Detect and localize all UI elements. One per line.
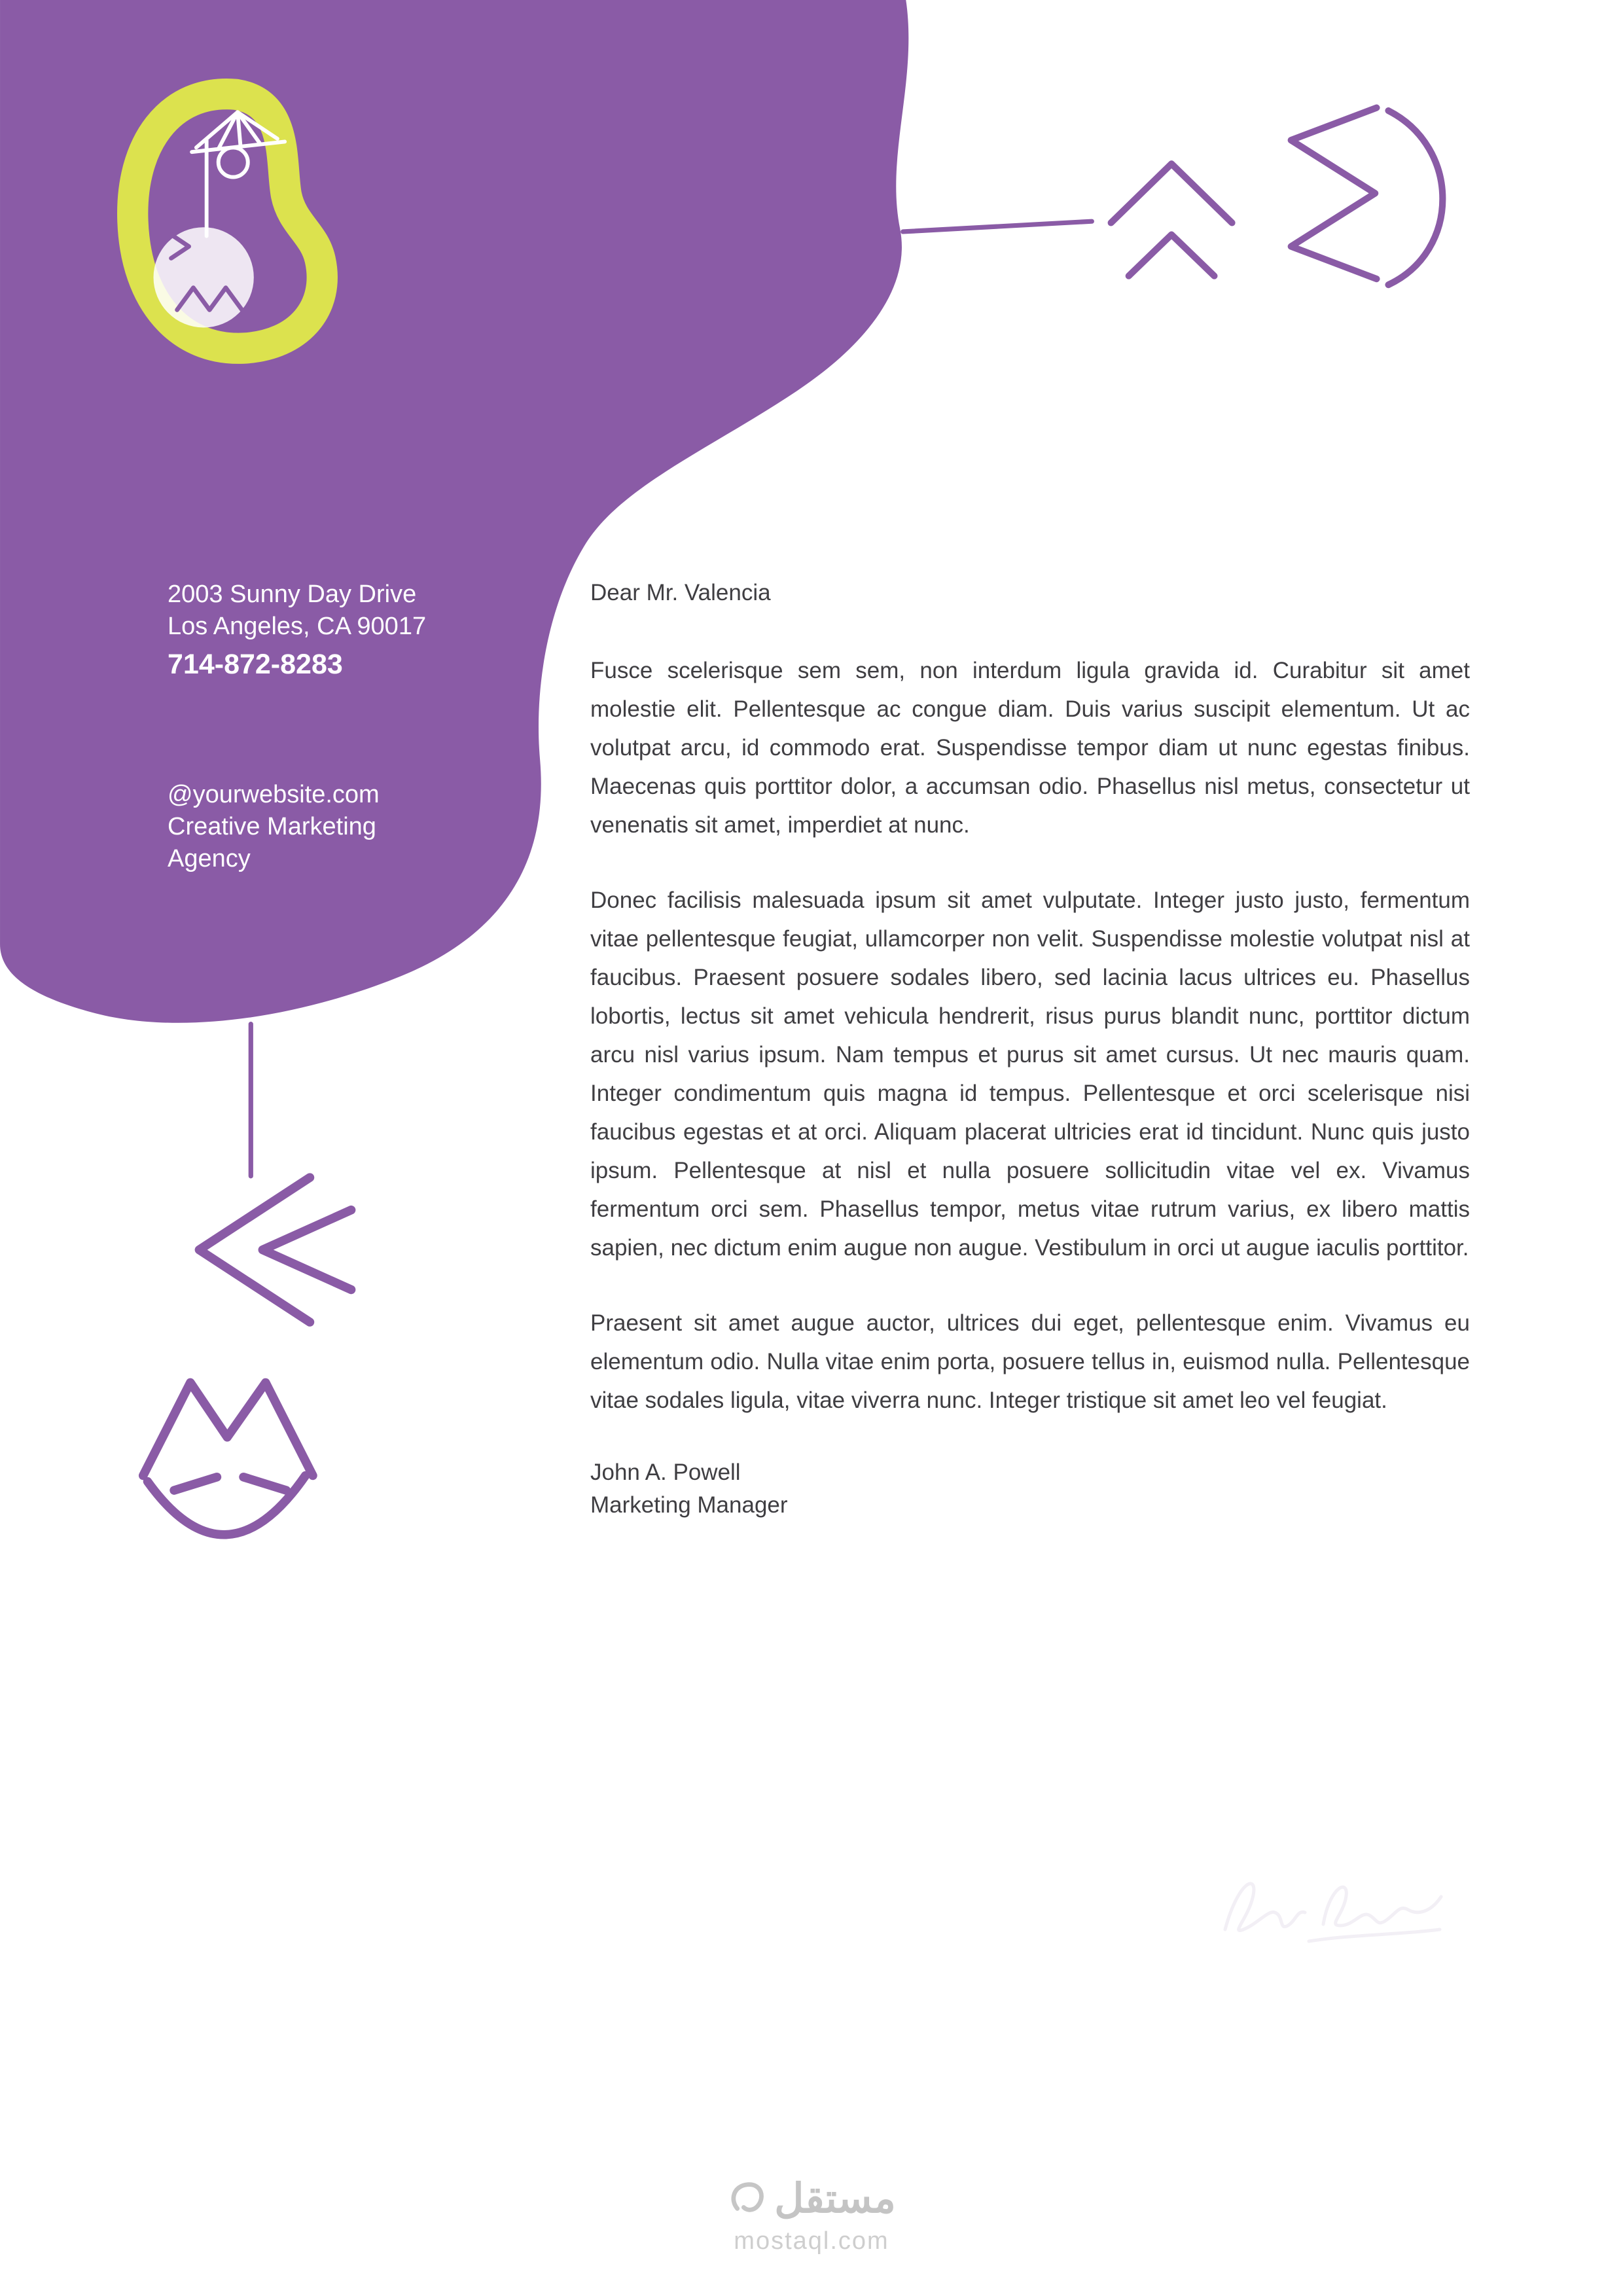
abstract-bird-icon <box>1291 108 1443 285</box>
logo-inner-patch <box>153 227 253 327</box>
org-line-2: Agency <box>168 845 251 872</box>
signature-flourish <box>1211 1857 1472 1962</box>
watermark-row <box>727 2174 896 2222</box>
org-block <box>168 779 426 875</box>
signature-block <box>590 1456 1470 1522</box>
salutation: Dear Mr. Valencia <box>590 580 771 605</box>
contact-block <box>168 579 426 875</box>
letter-body <box>590 573 1470 1522</box>
watermark <box>727 2174 896 2255</box>
mostaql-logo-icon <box>727 2179 765 2217</box>
signer-title: Marketing Manager <box>590 1492 788 1518</box>
website-handle: @yourwebsite.com <box>168 781 380 808</box>
paragraph-2: Donec facilisis malesuada ipsum sit amet vulputate. Integer justo justo, fermentum vitae pellentesque feugiat, ullamcorper non velit. Suspendisse molestie volutpat nisl at faucibus. Praesent posuere sodales libero, sed lacinia lacus ultrices eu. Phasellus lobortis, lectus sit amet vehicula hendrerit, risus purus blandit nunc, porttitor dictum arcu nisl varius ipsum. Nam tempus et purus sit amet cursus. Ut nec mauris quam. Integer condimentum quis magna id tempus. Pellentesque et orci scelerisque nisi faucibus egestas et at orci. Aliquam placerat ultricies erat id tincidunt. Nunc quis justo ipsum. Pellentesque at nisl et nulla posuere sollicitudin vitae vel ex. Vivamus fermentum orci sem. Phasellus tempor, metus vitae rutrum varius, ex libero mattis sapien, nec dictum enim augue non augue. Vestibulum in orci ut augue iaculis porttitor. <box>590 888 1470 1261</box>
paragraph-3: Praesent sit amet augue auctor, ultrices dui eget, pellentesque enim. Vivamus eu elementum odio. Nulla vitae enim porta, posuere tellus in, euismod nulla. Pellentesque vitae sodales ligula, vitae viverra nunc. Integer tristique sit amet leo vel feugiat. <box>590 1310 1470 1413</box>
phone-number: 714-872-8283 <box>168 649 343 680</box>
connector-line <box>903 221 1092 232</box>
address-line-1: 2003 Sunny Day Drive <box>168 581 417 608</box>
org-line-1: Creative Marketing <box>168 813 376 840</box>
signer-name: John A. Powell <box>590 1460 741 1485</box>
chevron-up-icon <box>1111 164 1232 276</box>
watermark-brand: مستقل <box>774 2176 896 2221</box>
paragraph-1: Fusce scelerisque sem sem, non interdum ligula gravida id. Curabitur sit amet molestie elit. Pellentesque ac congue diam. Duis varius suscipit elementum. Ut ac volutpat arcu, id commodo erat. Suspendisse tempor diam ut nunc egestas finibus. Maecenas quis porttitor dolor, a accumsan odio. Phasellus nisl metus, consectetur ut venenatis sit amet, imperdiet at nunc. <box>590 658 1470 838</box>
double-chevron-icon <box>199 1177 351 1322</box>
address-line-2: Los Angeles, CA 90017 <box>168 613 427 640</box>
cat-face-icon <box>143 1382 313 1534</box>
watermark-domain: mostaql.com <box>734 2227 889 2255</box>
